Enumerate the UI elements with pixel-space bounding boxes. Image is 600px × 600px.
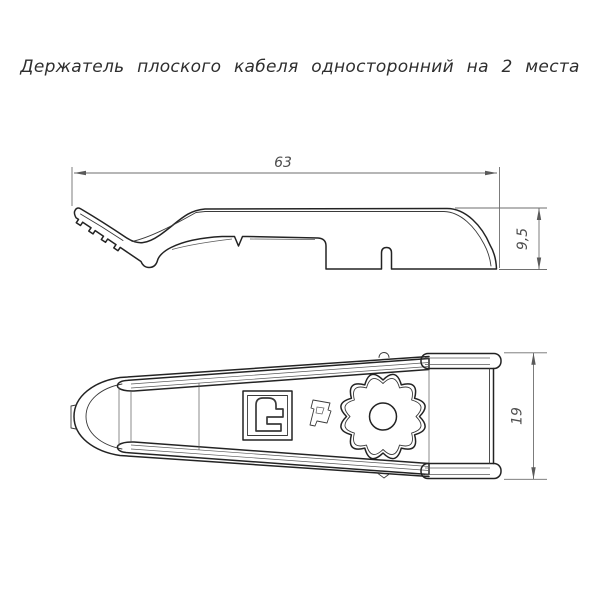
arrowhead-up (531, 353, 535, 365)
latch-bar-top (421, 354, 501, 369)
knurl-outer-ring (341, 374, 425, 458)
arrowhead-down (531, 467, 535, 479)
knurl-inner-ring (345, 378, 421, 454)
flag-inner-detail (316, 407, 324, 414)
side-view (72, 155, 547, 270)
mold-flag-mark (310, 400, 331, 426)
arrowhead-up (537, 208, 541, 220)
top-edge-bump (379, 353, 389, 358)
knurled-dial-mark (341, 374, 425, 458)
top-view-tip-inner-arc (86, 384, 122, 449)
latch-bar-bottom-lines (425, 468, 490, 475)
latch-bar-top-lines (425, 358, 490, 365)
height-dimension-label: 9,5 (515, 227, 531, 251)
side-view-inner-top-line (132, 212, 491, 267)
arrowhead-right (485, 171, 497, 175)
arrowhead-left (74, 171, 86, 175)
width-dimension-label: 19 (509, 407, 526, 425)
dial-center-hole (370, 403, 397, 430)
arrowhead-down (537, 258, 541, 270)
side-view-outline (74, 208, 496, 269)
dimension-width (504, 353, 547, 480)
drawing-title: Держатель плоского кабеля односторонний на 2 места (20, 57, 580, 77)
latch-bar-bottom (421, 464, 501, 479)
side-view-arm-inner-line (81, 214, 124, 241)
logo-glyph (256, 398, 283, 431)
flag-outline (310, 400, 331, 426)
length-dimension-label: 63 (274, 155, 292, 171)
top-view (71, 353, 547, 480)
manufacturer-logo-mark (243, 391, 292, 440)
